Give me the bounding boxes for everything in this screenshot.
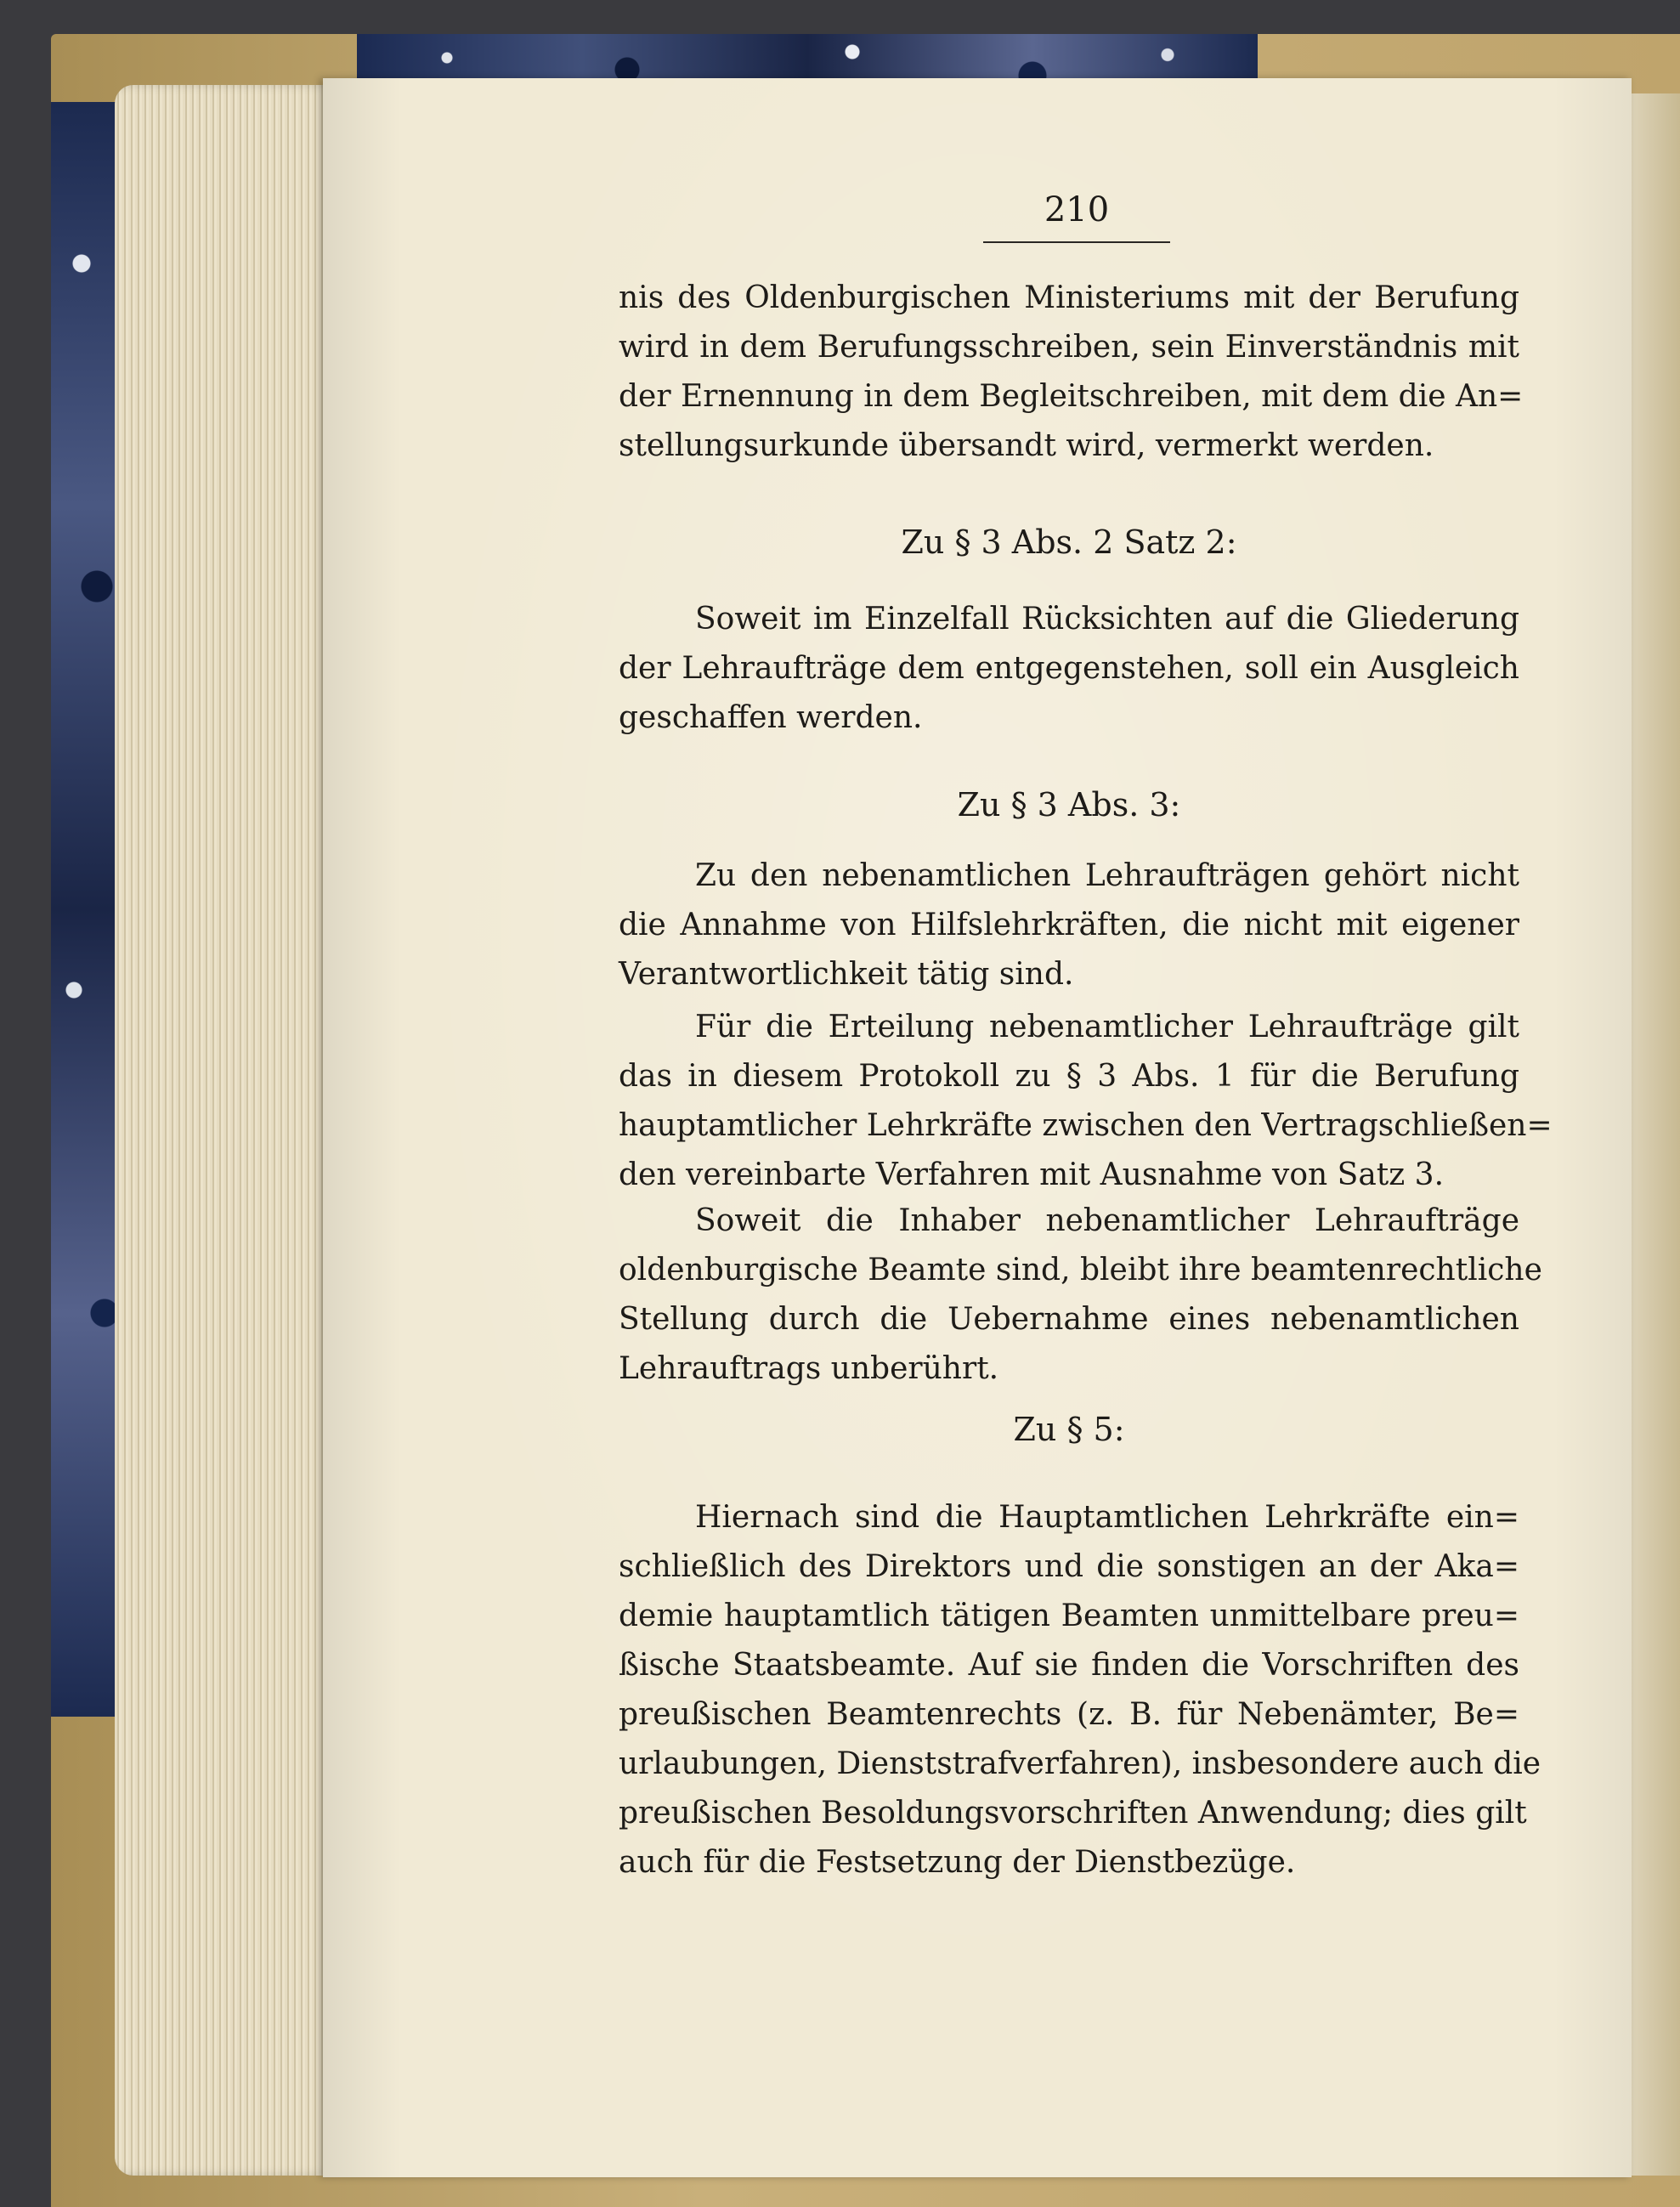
text-line: preußischen Beamtenrechts (z. B. für Nebenämter, Be= — [619, 1697, 1519, 1732]
text-line: oldenburgische Beamte sind, bleibt ihre beamtenrechtliche — [619, 1253, 1542, 1287]
text-line: Für die Erteilung nebenamtlicher Lehraufträge gilt — [695, 1010, 1519, 1044]
paragraph — [619, 1003, 1553, 1200]
text-line: Stellung durch die Uebernahme eines nebenamtlichen — [619, 1302, 1519, 1337]
text-line: stellungsurkunde übersandt wird, vermerkt werden. — [619, 428, 1434, 463]
text-line: hauptamtlicher Lehrkräfte zwischen den Vertragschließen= — [619, 1108, 1553, 1143]
text-line: wird in dem Berufungsschreiben, sein Einverständnis mit — [619, 330, 1519, 365]
text-line: den vereinbarte Verfahren mit Ausnahme von Satz 3. — [619, 1157, 1445, 1192]
section-heading: Zu § 3 Abs. 3: — [957, 786, 1181, 823]
text-line: Soweit im Einzelfall Rücksichten auf die Gliederung — [695, 602, 1519, 637]
paragraph — [619, 1493, 1541, 1887]
text-line: schließlich des Direktors und die sonstigen an der Aka= — [619, 1549, 1519, 1584]
text-line: preußischen Besoldungsvorschriften Anwendung; dies gilt — [619, 1796, 1527, 1831]
text-line: demie hauptamtlich tätigen Beamten unmittelbare preu= — [619, 1599, 1519, 1633]
text-line: nis des Oldenburgischen Ministeriums mit der Berufung — [619, 280, 1519, 315]
paragraph — [619, 852, 1519, 999]
text-line: der Ernennung in dem Begleitschreiben, mit dem die An= — [619, 379, 1524, 414]
section-heading: Zu § 3 Abs. 2 Satz 2: — [901, 523, 1237, 561]
text-line: ßische Staatsbeamte. Auf sie finden die Vorschriften des — [619, 1648, 1519, 1683]
text-line: Lehrauftrags unberührt. — [619, 1351, 999, 1386]
paragraph — [619, 1197, 1542, 1394]
text-line: urlaubungen, Dienststrafverfahren), insbesondere auch die — [619, 1746, 1541, 1781]
section-heading: Zu § 5: — [1013, 1411, 1125, 1448]
paragraph — [619, 595, 1519, 743]
text-line: geschaffen werden. — [619, 700, 923, 735]
facing-page-edge — [1632, 93, 1680, 2176]
page-number: 210 — [1044, 190, 1110, 229]
page-number-rule — [983, 241, 1170, 243]
text-line: das in diesem Protokoll zu § 3 Abs. 1 für die Berufung — [619, 1059, 1519, 1094]
paragraph — [619, 274, 1524, 471]
page-block-edges — [115, 85, 336, 2176]
text-line: die Annahme von Hilfslehrkräften, die nicht mit eigener — [619, 908, 1519, 942]
text-line: Soweit die Inhaber nebenamtlicher Lehraufträge — [695, 1203, 1519, 1238]
text-line: Hiernach sind die Hauptamtlichen Lehrkräfte ein= — [695, 1500, 1519, 1535]
text-line: der Lehraufträge dem entgegenstehen, soll ein Ausgleich — [619, 651, 1519, 686]
text-line: auch für die Festsetzung der Dienstbezüge. — [619, 1845, 1296, 1880]
text-line: Zu den nebenamtlichen Lehraufträgen gehört nicht — [695, 858, 1519, 893]
text-line: Verantwortlichkeit tätig sind. — [619, 957, 1074, 992]
